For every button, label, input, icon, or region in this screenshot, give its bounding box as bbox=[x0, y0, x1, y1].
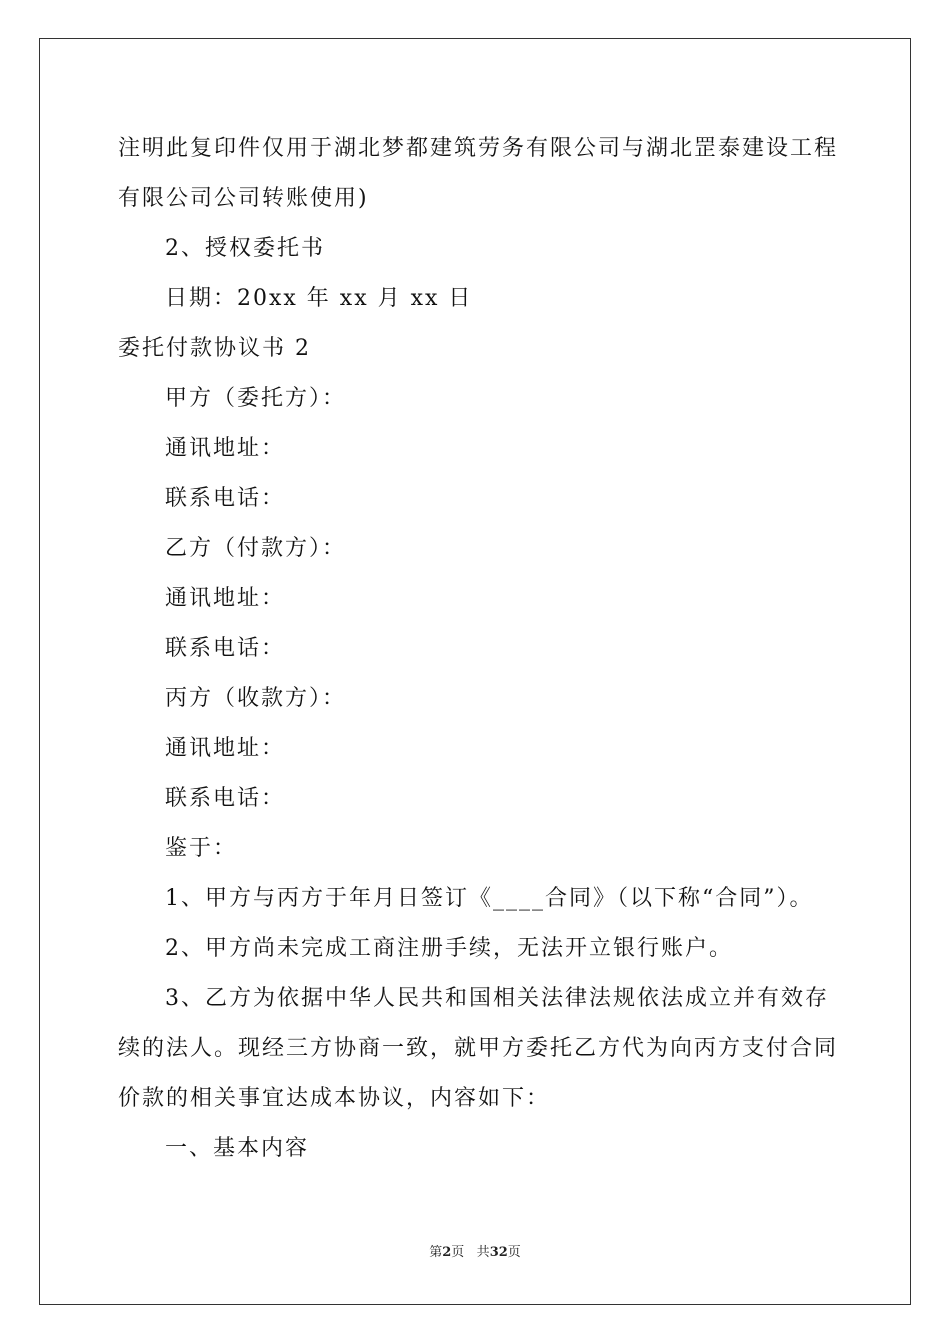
party-a-address-label: 通讯地址： bbox=[165, 436, 286, 461]
total-prefix: 共 bbox=[476, 1245, 490, 1260]
total-pages: 32 bbox=[489, 1245, 508, 1260]
party-a-label: 甲方（委托方）： bbox=[165, 386, 347, 411]
section-title: 委托付款协议书 2 bbox=[118, 336, 311, 361]
date-line: 日期：20xx 年 xx 月 xx 日 bbox=[165, 286, 473, 311]
article-heading: 一、基本内容 bbox=[165, 1136, 310, 1161]
party-c-address-label: 通讯地址： bbox=[165, 736, 286, 761]
party-c-label: 丙方（收款方）： bbox=[165, 686, 347, 711]
recital-3: 3、乙方为依据中华人民共和国相关法律法规依法成立并有效存 bbox=[165, 986, 829, 1011]
party-b-address-label: 通讯地址： bbox=[165, 586, 286, 611]
party-c-phone-label: 联系电话： bbox=[165, 786, 286, 811]
page-suffix: 页 bbox=[451, 1245, 465, 1260]
page-border bbox=[39, 38, 911, 1305]
recital-2: 2、甲方尚未完成工商注册手续，无法开立银行账户。 bbox=[165, 936, 733, 961]
party-a-phone-label: 联系电话： bbox=[165, 486, 286, 511]
party-b-label: 乙方（付款方）： bbox=[165, 536, 347, 561]
recital-1: 1、甲方与丙方于年月日签订《____合同》（以下称“合同”）。 bbox=[165, 886, 814, 911]
page-footer bbox=[0, 1244, 950, 1262]
total-suffix: 页 bbox=[507, 1245, 521, 1260]
body-line: 2、授权委托书 bbox=[165, 236, 325, 261]
body-line: 注明此复印件仅用于湖北梦都建筑劳务有限公司与湖北罡泰建设工程 bbox=[118, 136, 839, 161]
body-line: 有限公司公司转账使用) bbox=[118, 186, 369, 211]
recital-3-continued: 续的法人。现经三方协商一致，就甲方委托乙方代为向丙方支付合同 bbox=[118, 1036, 839, 1061]
party-b-phone-label: 联系电话： bbox=[165, 636, 286, 661]
recital-3-continued: 价款的相关事宜达成本协议，内容如下： bbox=[118, 1086, 551, 1111]
page-prefix: 第 bbox=[429, 1245, 443, 1260]
page-number: 2 bbox=[442, 1245, 452, 1260]
whereas-label: 鉴于： bbox=[165, 836, 238, 861]
